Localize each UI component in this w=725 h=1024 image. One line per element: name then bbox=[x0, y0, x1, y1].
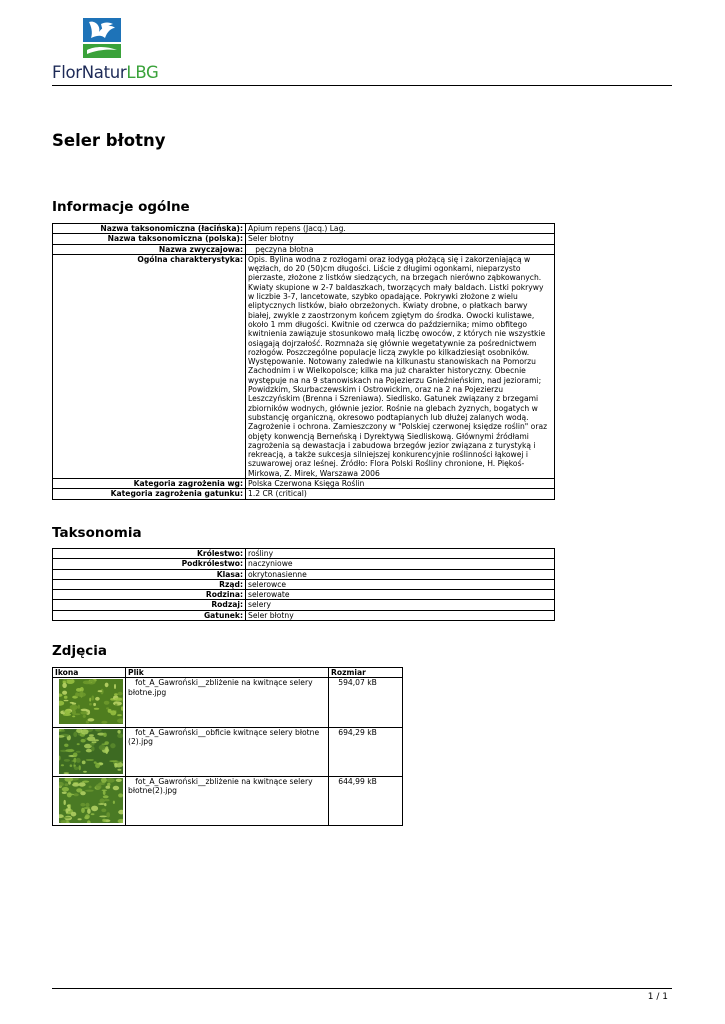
row-value: selerowce bbox=[246, 579, 555, 589]
row-value: Seler błotny bbox=[246, 610, 555, 620]
photo-thumbnail-cell bbox=[53, 776, 126, 825]
photo-row bbox=[53, 776, 403, 825]
footer-divider bbox=[52, 988, 672, 989]
photo-thumbnail-cell bbox=[53, 727, 126, 776]
photo-row bbox=[53, 678, 403, 727]
photos-table bbox=[52, 667, 403, 826]
page-number: 1 / 1 bbox=[647, 992, 668, 1002]
row-value: Polska Czerwona Księga Roślin bbox=[246, 479, 555, 489]
row-label: Rząd: bbox=[53, 579, 246, 589]
row-label: Nazwa taksonomiczna (polska): bbox=[53, 234, 246, 244]
table-row bbox=[53, 254, 555, 478]
section-heading-general: Informacje ogólne bbox=[52, 199, 190, 215]
page-title: Seler błotny bbox=[52, 131, 166, 150]
taxonomy-table bbox=[52, 548, 555, 621]
photo-file-size: 694,29 kB bbox=[329, 727, 403, 776]
photo-thumbnail-cell bbox=[53, 678, 126, 727]
row-label: Kategoria zagrożenia wg: bbox=[53, 479, 246, 489]
row-label: Nazwa taksonomiczna (łacińska): bbox=[53, 224, 246, 234]
table-row bbox=[53, 549, 555, 559]
row-value: Apium repens (Jacq.) Lag. bbox=[246, 224, 555, 234]
row-label: Kategoria zagrożenia gatunku: bbox=[53, 489, 246, 499]
row-label: Nazwa zwyczajowa: bbox=[53, 244, 246, 254]
row-value: okrytonasienne bbox=[246, 569, 555, 579]
plant-photo-thumbnail-icon[interactable] bbox=[59, 729, 123, 774]
table-row bbox=[53, 244, 555, 254]
photo-file-size: 594,07 kB bbox=[329, 678, 403, 727]
brand-logo bbox=[52, 14, 172, 86]
header-divider bbox=[52, 85, 672, 86]
photo-file-link[interactable]: fot_A_Gawroński__zbliżenie na kwitnące selery błotne(2).jpg bbox=[126, 776, 329, 825]
column-header-icon: Ikona bbox=[53, 668, 126, 678]
table-row bbox=[53, 610, 555, 620]
row-label: Rodzina: bbox=[53, 590, 246, 600]
row-label: Rodzaj: bbox=[53, 600, 246, 610]
table-row bbox=[53, 224, 555, 234]
row-label: Ogólna charakterystyka: bbox=[53, 254, 246, 478]
column-header-size: Rozmiar bbox=[329, 668, 403, 678]
row-value: selerowate bbox=[246, 590, 555, 600]
table-row bbox=[53, 579, 555, 589]
table-row bbox=[53, 479, 555, 489]
photo-row bbox=[53, 727, 403, 776]
section-heading-taxonomy: Taksonomia bbox=[52, 525, 142, 541]
row-label: Gatunek: bbox=[53, 610, 246, 620]
row-value: selery bbox=[246, 600, 555, 610]
florlbg-logo-icon bbox=[81, 16, 123, 60]
plant-photo-thumbnail-icon[interactable] bbox=[59, 778, 123, 823]
table-row bbox=[53, 600, 555, 610]
row-value: Seler błotny bbox=[246, 234, 555, 244]
row-value: naczyniowe bbox=[246, 559, 555, 569]
row-value: pęczyna błotna bbox=[246, 244, 555, 254]
row-value: Opis. Bylina wodna z rozłogami oraz łodygą płożącą się i zakorzeniającą w węzłach, do 20 (50)cm długości. Liście z długimi ogonkami, nieparzysto pierzaste, złożone z listków siedzących, na brzegach nierówno ząbkowanych. Kwiaty skupione w 2-7 baldaszkach, tworzących mały baldach. Listki pokrywy w liczbie 3-7, lancetowate, szybko opadające. Pokrywki złożone z wielu eliptycznych listków, biało obrzeżonych. Kwiaty drobne, o płatkach barwy białej, zwykle z zaostrzonym końcem zgiętym do środka. Owocki kulistawe, około 1 mm długości. Kwitnie od czerwca do października; mimo obfitego kwitnienia zawiązuje stosunkowo małą liczbę owoców, z których nie wszystkie osiągają dojrzałość. Rozmnaża się głównie wegetatywnie za pośrednictwem rozłogów. Poszczególne populacje liczą zwykle po kilkadziesiąt osobników. Występowanie. Notowany zaledwie na kilkunastu stanowiskach na Pomorzu Zachodnim i w Wielkopolsce; kilka ma już charakter historyczny. Obecnie występuje na na 9 stanowiskach na Pojezierzu Gnieźnieńskim, nad jeziorami; Powidzkim, Skurbaczewskim i Ostrowickim, oraz na 2 na Pojezierzu Leszczyńskim (Brenna i Szreniawa). Siedlisko. Gatunek związany z brzegami zbiorników wodnych, głównie jezior. Rośnie na glebach żyznych, bogatych w substancję organiczną, okresowo podtapianych lub dłużej zalanych wodą. Zagrożenie i ochrona. Zamieszczony w "Polskiej czerwonej księdze roślin" oraz objęty konwencją Berneńską i Dyrektywą Siedliskową. Głównymi źródłami zagrożenia są dewastacja i zabudowa brzegów jezior związana z turystyką i rekreacją, a także sukcesja silniejszej konkurencyjnie roślinności łąkowej i szuwarowej oraz leśnej. Źródło: Flora Polski Rośliny chronione, H. Piękoś-Mirkowa, Z. Mirek, Warszawa 2006 bbox=[246, 254, 555, 478]
table-row bbox=[53, 559, 555, 569]
plant-photo-thumbnail-icon[interactable] bbox=[59, 679, 123, 724]
brand-name: FlorNaturLBG bbox=[52, 63, 159, 82]
row-label: Podkrólestwo: bbox=[53, 559, 246, 569]
section-heading-photos: Zdjęcia bbox=[52, 643, 107, 659]
row-label: Królestwo: bbox=[53, 549, 246, 559]
photo-file-link[interactable]: fot_A_Gawroński__obficie kwitnące selery błotne (2).jpg bbox=[126, 727, 329, 776]
general-info-table bbox=[52, 223, 555, 500]
table-row bbox=[53, 489, 555, 499]
photo-file-link[interactable]: fot_A_Gawroński__zbliżenie na kwitnące selery błotne.jpg bbox=[126, 678, 329, 727]
row-value: rośliny bbox=[246, 549, 555, 559]
row-value: 1.2 CR (critical) bbox=[246, 489, 555, 499]
table-row bbox=[53, 569, 555, 579]
photos-header-row bbox=[53, 668, 403, 678]
table-row bbox=[53, 590, 555, 600]
column-header-file: Plik bbox=[126, 668, 329, 678]
table-row bbox=[53, 234, 555, 244]
photo-file-size: 644,99 kB bbox=[329, 776, 403, 825]
row-label: Klasa: bbox=[53, 569, 246, 579]
